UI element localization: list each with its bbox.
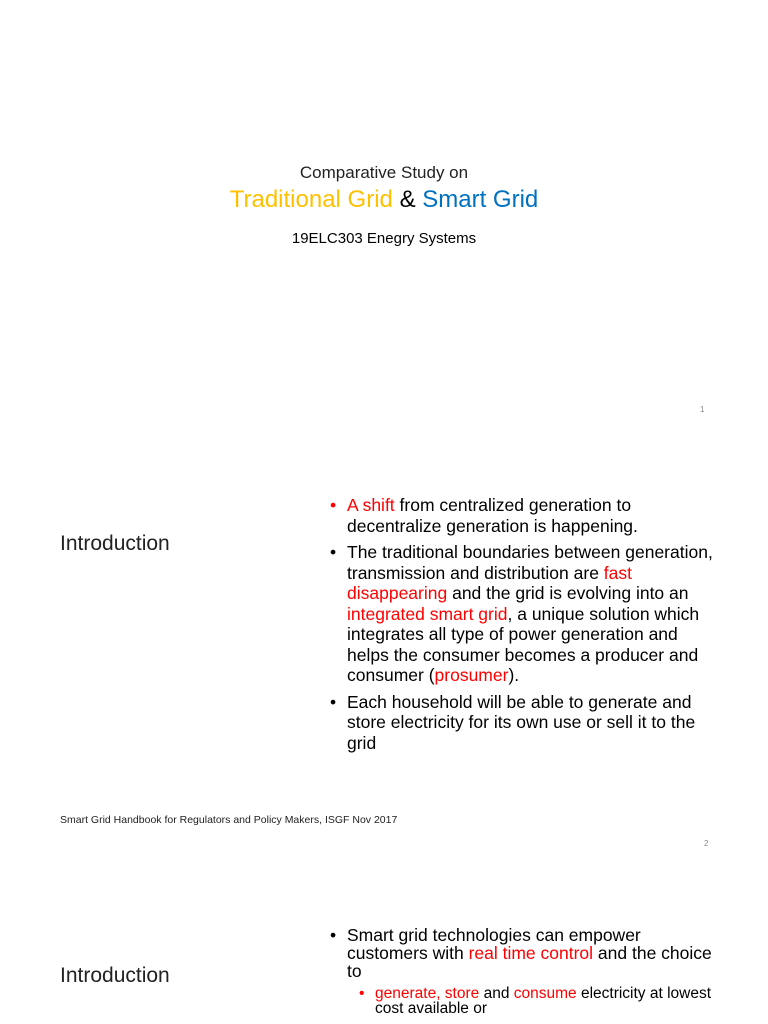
- highlight-consume: consume: [513, 985, 577, 1002]
- slide3-sub-bullet-1: [359, 986, 715, 1016]
- slide2-heading: Introduction: [60, 532, 170, 555]
- highlight-generate-store: generate, store: [375, 985, 480, 1002]
- bullet-text: The traditional boundaries between generation, transmission and distribution are: [347, 542, 713, 583]
- bullet-text: ).: [508, 665, 520, 685]
- title-ampersand: &: [399, 186, 416, 213]
- highlight-real-time-control: real time control: [468, 943, 594, 963]
- highlight-integrated-smart-grid: integrated smart grid: [347, 603, 508, 624]
- title-traditional-grid: Traditional Grid: [229, 186, 393, 213]
- slide1-supertitle: Comparative Study on: [299, 163, 469, 182]
- slide2-bullet-1: [330, 495, 715, 536]
- slide3-bullet-list: [330, 926, 715, 1016]
- bullet-text: Each household will be able to generate and store electricity for its own use or sell it to the grid: [347, 691, 696, 753]
- slide1-subtitle: 19ELC303 Enegry Systems: [291, 230, 477, 247]
- slide1-page-number: 1: [700, 405, 705, 414]
- slide1-title: [0, 186, 768, 214]
- bullet-text: Smart grid technologies can empower customers with: [347, 925, 641, 963]
- slide2-page-number: 2: [704, 839, 709, 848]
- bullet-text: , a unique solution which integrates all type of power generation and helps the consumer becomes a producer and consumer (: [347, 603, 700, 685]
- highlight-a-shift: A shift: [347, 495, 395, 515]
- bullet-text: and the choice to: [347, 943, 712, 981]
- slide2-bullet-3: [330, 692, 715, 754]
- highlight-prosumer: prosumer: [434, 665, 509, 685]
- title-smart-grid: Smart Grid: [422, 186, 539, 213]
- bullet-text: electricity at lowest cost available or: [375, 985, 712, 1017]
- slide3-heading: Introduction: [60, 964, 170, 987]
- slide2-bullet-list: [330, 495, 715, 759]
- bullet-text: from centralized generation to decentralize generation is happening.: [347, 495, 638, 536]
- bullet-text: and the grid is evolving into an: [447, 583, 689, 603]
- highlight-fast-disappearing: fast disappearing: [347, 562, 633, 603]
- bullet-text: and: [479, 985, 514, 1002]
- slide3-bullet-1: [330, 926, 715, 980]
- slide2-footnote: Smart Grid Handbook for Regulators and Policy Makers, ISGF Nov 2017: [60, 814, 398, 826]
- slide2-bullet-2: [330, 542, 715, 686]
